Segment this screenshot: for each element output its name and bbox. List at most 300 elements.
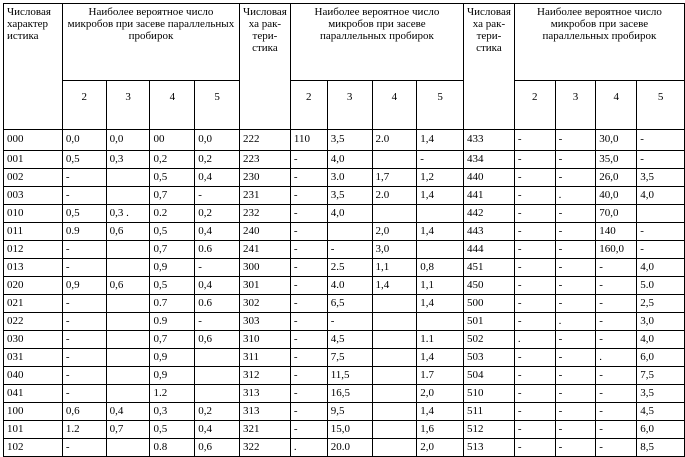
mpn-value-cell: 0,0 — [195, 130, 240, 151]
table-row — [4, 277, 685, 295]
characteristic-cell: 241 — [239, 241, 290, 259]
mpn-value-cell: - — [555, 277, 596, 295]
mpn-value-cell: 0,2 — [195, 403, 240, 421]
mpn-value-cell: - — [290, 259, 327, 277]
table-row — [4, 295, 685, 313]
mpn-value-cell: 0.6 — [195, 295, 240, 313]
mpn-value-cell: - — [290, 403, 327, 421]
mpn-value-cell: 0,6 — [62, 403, 106, 421]
tube-count-header: 3 — [555, 81, 596, 130]
mpn-value-cell — [372, 205, 417, 223]
characteristic-cell: 512 — [463, 421, 514, 439]
table-row — [4, 331, 685, 349]
mpn-value-cell: 0,4 — [195, 223, 240, 241]
mpn-value-cell — [417, 241, 464, 259]
mpn-value-cell: 0,2 — [150, 151, 195, 169]
characteristic-cell: 443 — [463, 223, 514, 241]
characteristic-cell: 500 — [463, 295, 514, 313]
mpn-value-cell: - — [417, 151, 464, 169]
mpn-value-cell: 3,0 — [637, 313, 685, 331]
mpn-value-cell — [372, 403, 417, 421]
mpn-value-cell — [372, 313, 417, 331]
mpn-value-cell: 0.9 — [62, 223, 106, 241]
mpn-value-cell: - — [596, 259, 637, 277]
tube-count-header: 4 — [596, 81, 637, 130]
mpn-value-cell: 0,6 — [195, 331, 240, 349]
mpn-value-cell: - — [514, 277, 555, 295]
mpn-value-cell: 1,1 — [372, 259, 417, 277]
mpn-value-cell: - — [514, 187, 555, 205]
mpn-value-cell: - — [62, 313, 106, 331]
characteristic-cell: 231 — [239, 187, 290, 205]
mpn-value-cell: - — [514, 205, 555, 223]
mpn-value-cell: - — [62, 331, 106, 349]
mpn-value-cell: 11,5 — [327, 367, 372, 385]
mpn-value-cell: - — [514, 241, 555, 259]
mpn-value-cell: - — [555, 259, 596, 277]
mpn-value-cell: 7,5 — [637, 367, 685, 385]
characteristic-cell: 222 — [239, 130, 290, 151]
mpn-value-cell: 0,5 — [62, 151, 106, 169]
characteristic-cell: 434 — [463, 151, 514, 169]
mpn-value-cell: 110 — [290, 130, 327, 151]
mpn-value-cell: 3,5 — [637, 385, 685, 403]
mpn-value-cell: - — [327, 313, 372, 331]
mpn-value-cell — [417, 313, 464, 331]
mpn-value-cell: - — [637, 130, 685, 151]
mpn-value-cell — [106, 349, 150, 367]
characteristic-cell: 444 — [463, 241, 514, 259]
table-row — [4, 151, 685, 169]
mpn-value-cell: - — [290, 367, 327, 385]
mpn-value-cell: 0,8 — [417, 259, 464, 277]
mpn-value-cell: 0,4 — [195, 421, 240, 439]
mpn-value-cell: - — [596, 367, 637, 385]
mpn-value-cell: 3,0 — [372, 241, 417, 259]
characteristic-cell: 240 — [239, 223, 290, 241]
tube-count-header: 4 — [372, 81, 417, 130]
mpn-value-cell: 0.6 — [195, 241, 240, 259]
mpn-value-cell: 1,2 — [417, 169, 464, 187]
group-header-3: Наиболее вероятное число микробов при засеве параллельных пробирок — [514, 4, 684, 81]
mpn-value-cell: 0,9 — [150, 259, 195, 277]
mpn-value-cell: 1.2 — [150, 385, 195, 403]
mpn-value-cell: 1.2 — [62, 421, 106, 439]
mpn-value-cell: 0,0 — [106, 130, 150, 151]
mpn-value-cell — [106, 313, 150, 331]
mpn-value-cell: 0,3 — [106, 151, 150, 169]
mpn-value-cell: 20.0 — [327, 439, 372, 457]
mpn-value-cell: 160,0 — [596, 241, 637, 259]
mpn-value-cell: - — [62, 259, 106, 277]
tube-count-header: 4 — [150, 81, 195, 130]
mpn-value-cell: 0.8 — [150, 439, 195, 457]
mpn-value-cell — [106, 169, 150, 187]
mpn-value-cell: - — [555, 421, 596, 439]
characteristic-cell: 451 — [463, 259, 514, 277]
mpn-value-cell: - — [555, 151, 596, 169]
mpn-value-cell: - — [555, 385, 596, 403]
mpn-value-cell: . — [290, 439, 327, 457]
mpn-value-cell — [637, 205, 685, 223]
tube-count-header: 5 — [195, 81, 240, 130]
table-row — [4, 349, 685, 367]
mpn-value-cell: 4,0 — [637, 187, 685, 205]
mpn-value-cell: 0,7 — [150, 331, 195, 349]
characteristic-cell: 501 — [463, 313, 514, 331]
mpn-value-cell — [195, 367, 240, 385]
characteristic-cell: 322 — [239, 439, 290, 457]
mpn-value-cell: 2,0 — [417, 439, 464, 457]
mpn-value-cell: 0,4 — [106, 403, 150, 421]
characteristic-cell: 513 — [463, 439, 514, 457]
characteristic-cell: 101 — [4, 421, 63, 439]
characteristic-cell: 511 — [463, 403, 514, 421]
mpn-value-cell: - — [514, 439, 555, 457]
mpn-value-cell: 6,0 — [637, 349, 685, 367]
table-row — [4, 313, 685, 331]
mpn-value-cell: 0,6 — [106, 223, 150, 241]
mpn-value-cell — [106, 331, 150, 349]
mpn-value-cell: 2,0 — [417, 385, 464, 403]
mpn-value-cell: 3,5 — [637, 169, 685, 187]
characteristic-cell: 440 — [463, 169, 514, 187]
table-row — [4, 187, 685, 205]
characteristic-cell: 002 — [4, 169, 63, 187]
tube-count-header: 2 — [514, 81, 555, 130]
characteristic-cell: 502 — [463, 331, 514, 349]
col-header-char-2: Числовая ха рак- тери- стика — [239, 4, 290, 130]
mpn-value-cell: 2,0 — [372, 223, 417, 241]
mpn-value-cell: 70,0 — [596, 205, 637, 223]
mpn-value-cell: 0,9 — [62, 277, 106, 295]
mpn-value-cell: 2.0 — [372, 187, 417, 205]
characteristic-cell: 303 — [239, 313, 290, 331]
mpn-value-cell: - — [637, 151, 685, 169]
characteristic-cell: 442 — [463, 205, 514, 223]
mpn-value-cell: 0.7 — [150, 295, 195, 313]
mpn-value-cell: 3,5 — [327, 130, 372, 151]
mpn-value-cell: 0,5 — [150, 277, 195, 295]
characteristic-cell: 441 — [463, 187, 514, 205]
tube-count-header: 5 — [637, 81, 685, 130]
characteristic-cell: 313 — [239, 403, 290, 421]
characteristic-cell: 012 — [4, 241, 63, 259]
mpn-value-cell: 0,5 — [150, 223, 195, 241]
mpn-value-cell: - — [290, 349, 327, 367]
table-row — [4, 439, 685, 457]
characteristic-cell: 041 — [4, 385, 63, 403]
characteristic-cell: 313 — [239, 385, 290, 403]
mpn-value-cell: . — [514, 331, 555, 349]
characteristic-cell: 022 — [4, 313, 63, 331]
mpn-value-cell — [417, 205, 464, 223]
mpn-value-cell: 4,5 — [327, 331, 372, 349]
mpn-value-cell: 3.0 — [327, 169, 372, 187]
mpn-value-cell: 0,6 — [106, 277, 150, 295]
mpn-value-cell: - — [290, 385, 327, 403]
mpn-table — [3, 3, 685, 457]
mpn-value-cell: 0,3 — [150, 403, 195, 421]
mpn-value-cell: 4,0 — [327, 205, 372, 223]
mpn-value-cell: 1,4 — [417, 295, 464, 313]
mpn-value-cell: 1,4 — [417, 403, 464, 421]
mpn-value-cell: 0,4 — [195, 277, 240, 295]
mpn-value-cell: - — [596, 313, 637, 331]
mpn-value-cell: 0,7 — [106, 421, 150, 439]
mpn-value-cell: 30,0 — [596, 130, 637, 151]
characteristic-cell: 310 — [239, 331, 290, 349]
mpn-value-cell: - — [290, 277, 327, 295]
mpn-value-cell — [372, 151, 417, 169]
table-row — [4, 169, 685, 187]
mpn-value-cell: - — [596, 295, 637, 313]
mpn-value-cell: - — [514, 421, 555, 439]
mpn-value-cell: 0,5 — [150, 421, 195, 439]
mpn-value-cell: - — [637, 241, 685, 259]
mpn-value-cell — [195, 349, 240, 367]
mpn-value-cell: 0,7 — [150, 241, 195, 259]
characteristic-cell: 021 — [4, 295, 63, 313]
characteristic-cell: 003 — [4, 187, 63, 205]
mpn-value-cell — [195, 385, 240, 403]
mpn-value-cell: 9,5 — [327, 403, 372, 421]
mpn-value-cell: 16,5 — [327, 385, 372, 403]
mpn-value-cell: - — [555, 439, 596, 457]
mpn-value-cell: 4,0 — [637, 331, 685, 349]
mpn-value-cell: - — [290, 223, 327, 241]
mpn-value-cell: - — [62, 295, 106, 313]
mpn-value-cell: - — [555, 130, 596, 151]
table-row — [4, 130, 685, 151]
mpn-value-cell: 0,9 — [150, 367, 195, 385]
mpn-value-cell: - — [596, 277, 637, 295]
mpn-value-cell: 0.9 — [150, 313, 195, 331]
mpn-value-cell: - — [327, 241, 372, 259]
characteristic-cell: 300 — [239, 259, 290, 277]
mpn-value-cell: - — [596, 403, 637, 421]
characteristic-cell: 011 — [4, 223, 63, 241]
mpn-value-cell: - — [514, 313, 555, 331]
mpn-value-cell — [106, 439, 150, 457]
characteristic-cell: 302 — [239, 295, 290, 313]
table-row — [4, 385, 685, 403]
tube-count-header: 3 — [327, 81, 372, 130]
group-header-2: Наиболее вероятное число микробов при засеве параллельных пробирок — [290, 4, 463, 81]
table-row — [4, 223, 685, 241]
mpn-value-cell — [106, 385, 150, 403]
mpn-value-cell: - — [596, 421, 637, 439]
characteristic-cell: 301 — [239, 277, 290, 295]
characteristic-cell: 503 — [463, 349, 514, 367]
characteristic-cell: 504 — [463, 367, 514, 385]
tube-count-header: 2 — [290, 81, 327, 130]
mpn-value-cell: 0,5 — [150, 169, 195, 187]
mpn-value-cell — [106, 187, 150, 205]
mpn-value-cell: - — [514, 223, 555, 241]
characteristic-cell: 031 — [4, 349, 63, 367]
mpn-value-cell: 7,5 — [327, 349, 372, 367]
mpn-value-cell: 1,6 — [417, 421, 464, 439]
mpn-value-cell: 0,3 . — [106, 205, 150, 223]
characteristic-cell: 312 — [239, 367, 290, 385]
characteristic-cell: 020 — [4, 277, 63, 295]
mpn-value-cell: 40,0 — [596, 187, 637, 205]
characteristic-cell: 040 — [4, 367, 63, 385]
mpn-value-cell: - — [514, 151, 555, 169]
mpn-value-cell: - — [514, 367, 555, 385]
mpn-value-cell: - — [555, 331, 596, 349]
mpn-value-cell — [372, 331, 417, 349]
mpn-value-cell: - — [62, 349, 106, 367]
characteristic-cell: 311 — [239, 349, 290, 367]
mpn-value-cell: - — [290, 241, 327, 259]
mpn-value-cell: 4,0 — [327, 151, 372, 169]
characteristic-cell: 230 — [239, 169, 290, 187]
mpn-value-cell: 5.0 — [637, 277, 685, 295]
mpn-value-cell: - — [514, 130, 555, 151]
mpn-value-cell: 6,5 — [327, 295, 372, 313]
mpn-value-cell: - — [514, 295, 555, 313]
mpn-value-cell: - — [555, 403, 596, 421]
mpn-value-cell: 35,0 — [596, 151, 637, 169]
mpn-value-cell: - — [290, 421, 327, 439]
mpn-value-cell: - — [290, 331, 327, 349]
mpn-value-cell: 0,0 — [62, 130, 106, 151]
mpn-value-cell: 6,0 — [637, 421, 685, 439]
table-row — [4, 367, 685, 385]
mpn-value-cell: - — [62, 385, 106, 403]
mpn-value-cell — [106, 259, 150, 277]
mpn-value-cell: - — [555, 295, 596, 313]
mpn-value-cell: 4.0 — [327, 277, 372, 295]
mpn-value-cell: - — [555, 205, 596, 223]
mpn-value-cell: - — [514, 349, 555, 367]
mpn-value-cell: 1,4 — [417, 223, 464, 241]
characteristic-cell: 223 — [239, 151, 290, 169]
mpn-value-cell: 1.1 — [417, 331, 464, 349]
mpn-value-cell: 26,0 — [596, 169, 637, 187]
mpn-value-cell: - — [195, 259, 240, 277]
mpn-value-cell: 4,0 — [637, 259, 685, 277]
mpn-value-cell: - — [555, 241, 596, 259]
tube-count-header: 3 — [106, 81, 150, 130]
mpn-value-cell: - — [290, 151, 327, 169]
mpn-value-cell: - — [62, 439, 106, 457]
table-row — [4, 205, 685, 223]
mpn-value-cell — [372, 295, 417, 313]
mpn-value-cell — [372, 385, 417, 403]
mpn-value-cell — [106, 241, 150, 259]
col-header-char-1: Числовая характер истика — [4, 4, 63, 130]
group-header-1: Наиболее вероятное число микробов при засеве параллельных пробирок — [62, 4, 239, 81]
characteristic-cell: 000 — [4, 130, 63, 151]
mpn-value-cell: 00 — [150, 130, 195, 151]
mpn-value-cell: . — [555, 313, 596, 331]
characteristic-cell: 433 — [463, 130, 514, 151]
mpn-value-cell: 0,2 — [195, 151, 240, 169]
characteristic-cell: 010 — [4, 205, 63, 223]
mpn-value-cell: 2,5 — [637, 295, 685, 313]
mpn-value-cell: 0.2 — [150, 205, 195, 223]
mpn-value-cell: 0,9 — [150, 349, 195, 367]
mpn-value-cell: 1,7 — [372, 169, 417, 187]
col-header-char-3: Числовая ха рак- тери- стика — [463, 4, 514, 130]
characteristic-cell: 450 — [463, 277, 514, 295]
mpn-value-cell: - — [596, 331, 637, 349]
mpn-value-cell: - — [637, 223, 685, 241]
table-row — [4, 241, 685, 259]
mpn-value-cell — [106, 295, 150, 313]
mpn-value-cell: 1,4 — [417, 130, 464, 151]
mpn-value-cell: 0,6 — [195, 439, 240, 457]
tube-count-header: 2 — [62, 81, 106, 130]
mpn-value-cell: - — [514, 259, 555, 277]
mpn-value-cell: 0,4 — [195, 169, 240, 187]
characteristic-cell: 001 — [4, 151, 63, 169]
mpn-value-cell: 3,5 — [327, 187, 372, 205]
mpn-value-cell: - — [596, 439, 637, 457]
mpn-value-cell: - — [555, 367, 596, 385]
mpn-value-cell: - — [514, 169, 555, 187]
mpn-value-cell: 0,2 — [195, 205, 240, 223]
mpn-value-cell: . — [555, 187, 596, 205]
mpn-value-cell: - — [290, 205, 327, 223]
mpn-value-cell: - — [555, 223, 596, 241]
mpn-value-cell: 1,4 — [417, 187, 464, 205]
mpn-value-cell: 1.7 — [417, 367, 464, 385]
mpn-value-cell: - — [596, 385, 637, 403]
mpn-value-cell: - — [290, 295, 327, 313]
mpn-value-cell: - — [62, 241, 106, 259]
characteristic-cell: 100 — [4, 403, 63, 421]
mpn-value-cell: 8,5 — [637, 439, 685, 457]
mpn-value-cell: . — [596, 349, 637, 367]
mpn-value-cell: - — [555, 349, 596, 367]
mpn-value-cell — [106, 367, 150, 385]
mpn-value-cell: - — [290, 187, 327, 205]
mpn-value-cell — [372, 367, 417, 385]
mpn-value-cell: 140 — [596, 223, 637, 241]
mpn-value-cell: 15,0 — [327, 421, 372, 439]
mpn-value-cell: 1,1 — [417, 277, 464, 295]
mpn-value-cell: - — [514, 403, 555, 421]
mpn-value-cell: - — [290, 169, 327, 187]
tube-count-header: 5 — [417, 81, 464, 130]
mpn-value-cell: 4,5 — [637, 403, 685, 421]
mpn-value-cell: 0,7 — [150, 187, 195, 205]
mpn-value-cell: 1,4 — [372, 277, 417, 295]
characteristic-cell: 321 — [239, 421, 290, 439]
mpn-value-cell: - — [62, 169, 106, 187]
mpn-value-cell: 2.0 — [372, 130, 417, 151]
mpn-value-cell: - — [195, 187, 240, 205]
mpn-value-cell: - — [555, 169, 596, 187]
mpn-value-cell — [327, 223, 372, 241]
mpn-value-cell: - — [514, 385, 555, 403]
characteristic-cell: 102 — [4, 439, 63, 457]
table-body — [4, 130, 685, 457]
mpn-value-cell: 1,4 — [417, 349, 464, 367]
mpn-value-cell: - — [290, 313, 327, 331]
characteristic-cell: 510 — [463, 385, 514, 403]
characteristic-cell: 013 — [4, 259, 63, 277]
mpn-value-cell: 0,5 — [62, 205, 106, 223]
mpn-value-cell: - — [62, 187, 106, 205]
mpn-value-cell: 2.5 — [327, 259, 372, 277]
table-row — [4, 403, 685, 421]
table-row — [4, 259, 685, 277]
